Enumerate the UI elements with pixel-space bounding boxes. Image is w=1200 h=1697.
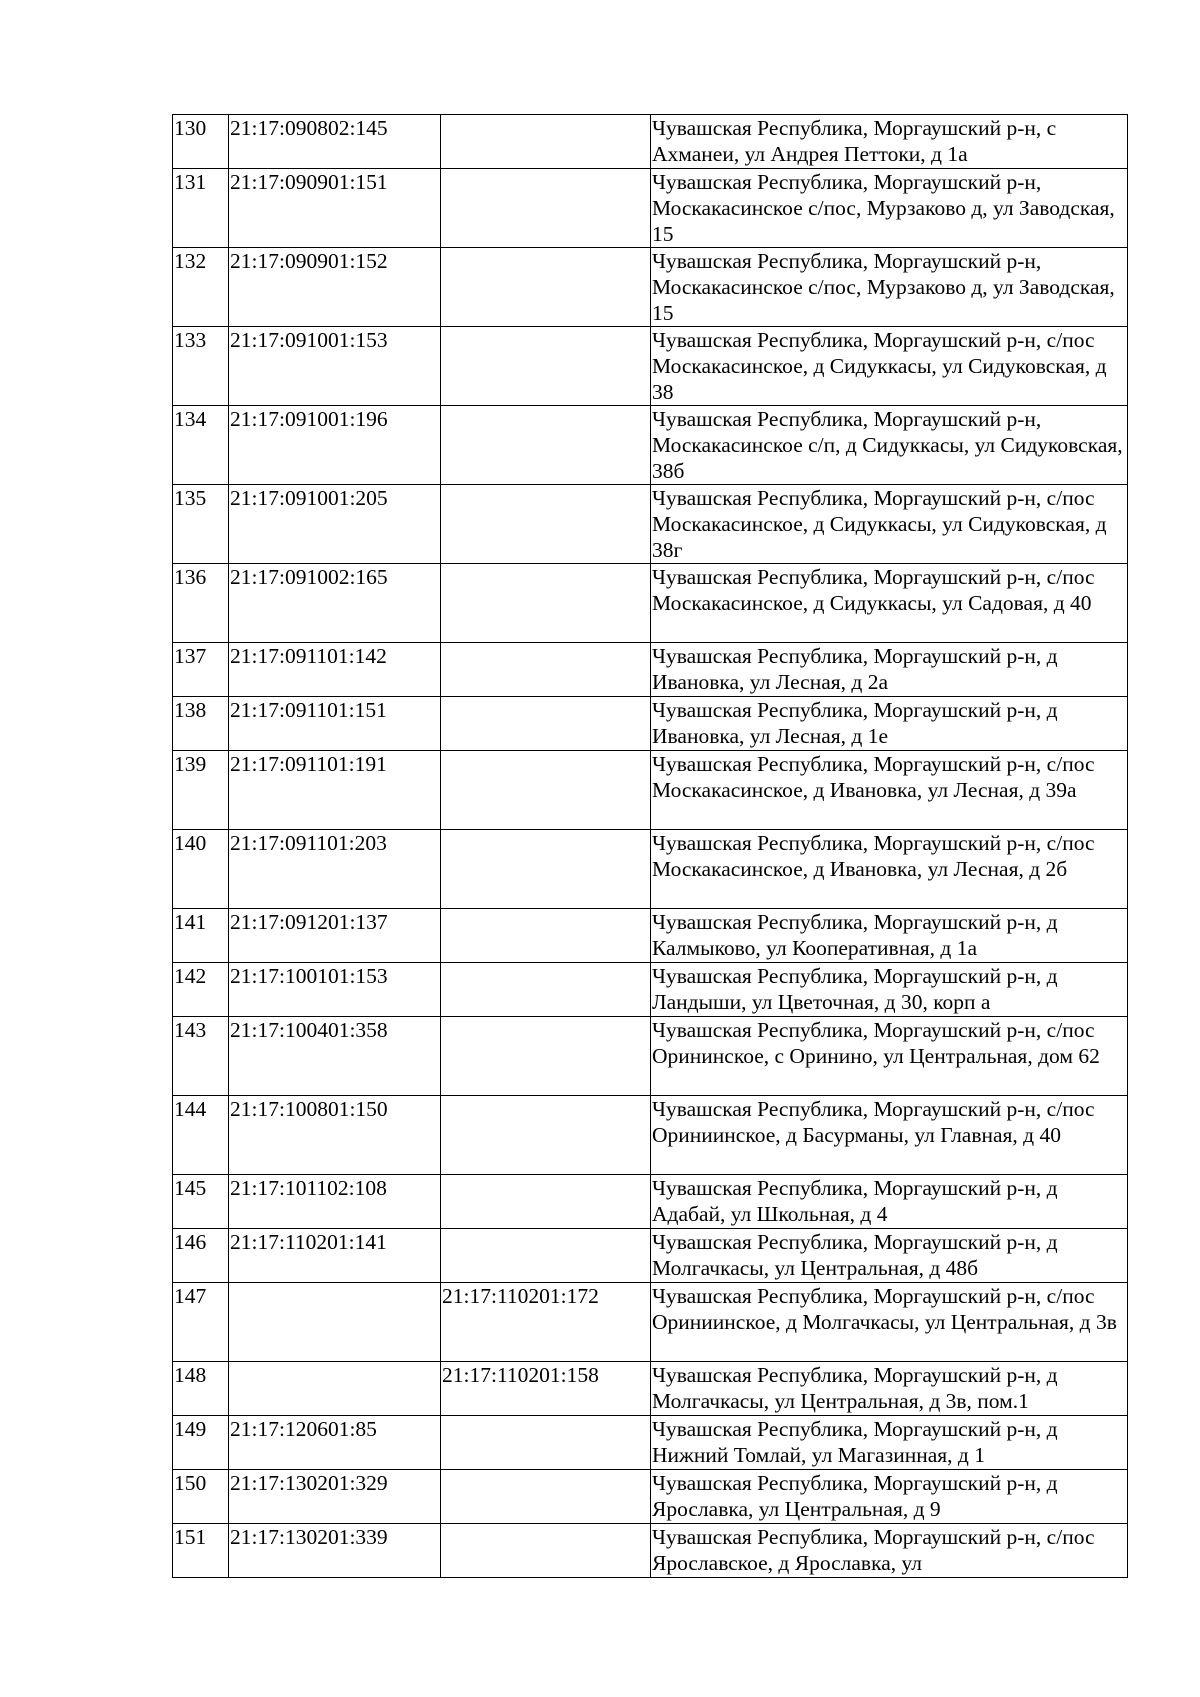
row-number: 141 — [173, 909, 229, 963]
cadastral-number-alt — [441, 406, 651, 485]
cadastral-number: 21:17:100101:153 — [229, 963, 441, 1017]
row-number: 148 — [173, 1362, 229, 1416]
cadastral-number: 21:17:091001:153 — [229, 327, 441, 406]
table-row — [173, 1283, 1128, 1362]
table-row — [173, 1470, 1128, 1524]
cadastral-number — [229, 1283, 441, 1362]
cadastral-number-alt — [441, 1524, 651, 1578]
address: Чувашская Республика, Моргаушский р-н, д Ярославка, ул Центральная, д 9 — [651, 1470, 1128, 1524]
row-number: 149 — [173, 1416, 229, 1470]
cadastral-number-alt — [441, 1175, 651, 1229]
table-row — [173, 830, 1128, 909]
row-number: 136 — [173, 564, 229, 643]
table-row — [173, 963, 1128, 1017]
cadastral-number-alt — [441, 1096, 651, 1175]
table-row — [173, 485, 1128, 564]
table-row — [173, 643, 1128, 697]
table-row — [173, 1229, 1128, 1283]
cadastral-number: 21:17:090802:145 — [229, 115, 441, 169]
address: Чувашская Республика, Моргаушский р-н, с/пос Москакасинское, д Ивановка, ул Лесная, д 2б — [651, 830, 1128, 909]
table-row — [173, 697, 1128, 751]
row-number: 145 — [173, 1175, 229, 1229]
cadastral-number-alt — [441, 751, 651, 830]
row-number: 144 — [173, 1096, 229, 1175]
cadastral-number-alt — [441, 909, 651, 963]
table-row — [173, 406, 1128, 485]
table-row — [173, 1416, 1128, 1470]
cadastral-number-alt — [441, 1229, 651, 1283]
table-row — [173, 327, 1128, 406]
table-row — [173, 564, 1128, 643]
cadastral-number: 21:17:090901:151 — [229, 169, 441, 248]
cadastral-number: 21:17:091101:142 — [229, 643, 441, 697]
cadastral-number-alt — [441, 485, 651, 564]
cadastral-number: 21:17:100801:150 — [229, 1096, 441, 1175]
row-number: 132 — [173, 248, 229, 327]
table-row — [173, 115, 1128, 169]
address: Чувашская Республика, Моргаушский р-н, д Молгачкасы, ул Центральная, д 3в, пом.1 — [651, 1362, 1128, 1416]
row-number: 137 — [173, 643, 229, 697]
address: Чувашская Республика, Моргаушский р-н, с/пос Ярославское, д Ярославка, ул — [651, 1524, 1128, 1578]
address: Чувашская Республика, Моргаушский р-н, с/пос Ориниинское, д Молгачкасы, ул Центральная, д 3в — [651, 1283, 1128, 1362]
cadastral-number: 21:17:110201:141 — [229, 1229, 441, 1283]
address: Чувашская Республика, Моргаушский р-н, д Молгачкасы, ул Центральная, д 48б — [651, 1229, 1128, 1283]
address: Чувашская Республика, Моргаушский р-н, д Нижний Томлай, ул Магазинная, д 1 — [651, 1416, 1128, 1470]
cadastral-number: 21:17:100401:358 — [229, 1017, 441, 1096]
address: Чувашская Республика, Моргаушский р-н, с/пос Орининское, с Оринино, ул Центральная, дом 62 — [651, 1017, 1128, 1096]
row-number: 140 — [173, 830, 229, 909]
cadastral-number: 21:17:091101:191 — [229, 751, 441, 830]
address: Чувашская Республика, Моргаушский р-н, д Ландыши, ул Цветочная, д 30, корп а — [651, 963, 1128, 1017]
address: Чувашская Республика, Моргаушский р-н, с/пос Москакасинское, д Сидуккасы, ул Садовая, д 40 — [651, 564, 1128, 643]
cadastral-number-alt — [441, 643, 651, 697]
cadastral-number-alt — [441, 115, 651, 169]
cadastral-number: 21:17:130201:329 — [229, 1470, 441, 1524]
row-number: 146 — [173, 1229, 229, 1283]
cadastral-number: 21:17:091001:196 — [229, 406, 441, 485]
row-number: 133 — [173, 327, 229, 406]
cadastral-number-alt — [441, 169, 651, 248]
cadastral-number-alt — [441, 564, 651, 643]
row-number: 131 — [173, 169, 229, 248]
cadastral-number: 21:17:120601:85 — [229, 1416, 441, 1470]
cadastral-number: 21:17:091001:205 — [229, 485, 441, 564]
table-row — [173, 248, 1128, 327]
address: Чувашская Республика, Моргаушский р-н, д Адабай, ул Школьная, д 4 — [651, 1175, 1128, 1229]
address: Чувашская Республика, Моргаушский р-н, с/пос Москакасинское, д Ивановка, ул Лесная, д 39а — [651, 751, 1128, 830]
row-number: 135 — [173, 485, 229, 564]
row-number: 150 — [173, 1470, 229, 1524]
row-number: 130 — [173, 115, 229, 169]
cadastral-number-alt — [441, 830, 651, 909]
address: Чувашская Республика, Моргаушский р-н, д Ивановка, ул Лесная, д 2а — [651, 643, 1128, 697]
address: Чувашская Республика, Моргаушский р-н, д Ивановка, ул Лесная, д 1е — [651, 697, 1128, 751]
cadastral-number-alt — [441, 248, 651, 327]
address: Чувашская Республика, Моргаушский р-н, Москакасинское с/п, д Сидуккасы, ул Сидуковская, 38б — [651, 406, 1128, 485]
cadastral-number: 21:17:091101:203 — [229, 830, 441, 909]
row-number: 139 — [173, 751, 229, 830]
cadastral-number-alt — [441, 963, 651, 1017]
cadastral-number: 21:17:130201:339 — [229, 1524, 441, 1578]
table-row — [173, 1362, 1128, 1416]
table-row — [173, 1524, 1128, 1578]
table-row — [173, 751, 1128, 830]
row-number: 143 — [173, 1017, 229, 1096]
cadastral-number: 21:17:090901:152 — [229, 248, 441, 327]
address: Чувашская Республика, Моргаушский р-н, с/пос Ориниинское, д Басурманы, ул Главная, д 40 — [651, 1096, 1128, 1175]
cadastral-number-alt: 21:17:110201:172 — [441, 1283, 651, 1362]
cadastral-number: 21:17:091002:165 — [229, 564, 441, 643]
table-row — [173, 169, 1128, 248]
cadastral-number-alt — [441, 1470, 651, 1524]
address: Чувашская Республика, Моргаушский р-н, с/пос Москакасинское, д Сидуккасы, ул Сидуковская, д 38 — [651, 327, 1128, 406]
table-row — [173, 1175, 1128, 1229]
cadastral-number-alt: 21:17:110201:158 — [441, 1362, 651, 1416]
address: Чувашская Республика, Моргаушский р-н, Москакасинское с/пос, Мурзаково д, ул Заводская, 15 — [651, 169, 1128, 248]
row-number: 134 — [173, 406, 229, 485]
row-number: 138 — [173, 697, 229, 751]
table-row — [173, 909, 1128, 963]
row-number: 147 — [173, 1283, 229, 1362]
property-table — [172, 114, 1128, 1578]
cadastral-number-alt — [441, 327, 651, 406]
row-number: 142 — [173, 963, 229, 1017]
cadastral-number-alt — [441, 1416, 651, 1470]
cadastral-number: 21:17:091101:151 — [229, 697, 441, 751]
cadastral-number — [229, 1362, 441, 1416]
address: Чувашская Республика, Моргаушский р-н, с Ахманеи, ул Андрея Петтоки, д 1а — [651, 115, 1128, 169]
address: Чувашская Республика, Моргаушский р-н, Москакасинское с/пос, Мурзаково д, ул Заводская, 15 — [651, 248, 1128, 327]
address: Чувашская Республика, Моргаушский р-н, с/пос Москакасинское, д Сидуккасы, ул Сидуковская, д 38г — [651, 485, 1128, 564]
table-row — [173, 1096, 1128, 1175]
cadastral-number: 21:17:101102:108 — [229, 1175, 441, 1229]
cadastral-number: 21:17:091201:137 — [229, 909, 441, 963]
cadastral-number-alt — [441, 1017, 651, 1096]
table-row — [173, 1017, 1128, 1096]
cadastral-number-alt — [441, 697, 651, 751]
row-number: 151 — [173, 1524, 229, 1578]
address: Чувашская Республика, Моргаушский р-н, д Калмыково, ул Кооперативная, д 1а — [651, 909, 1128, 963]
